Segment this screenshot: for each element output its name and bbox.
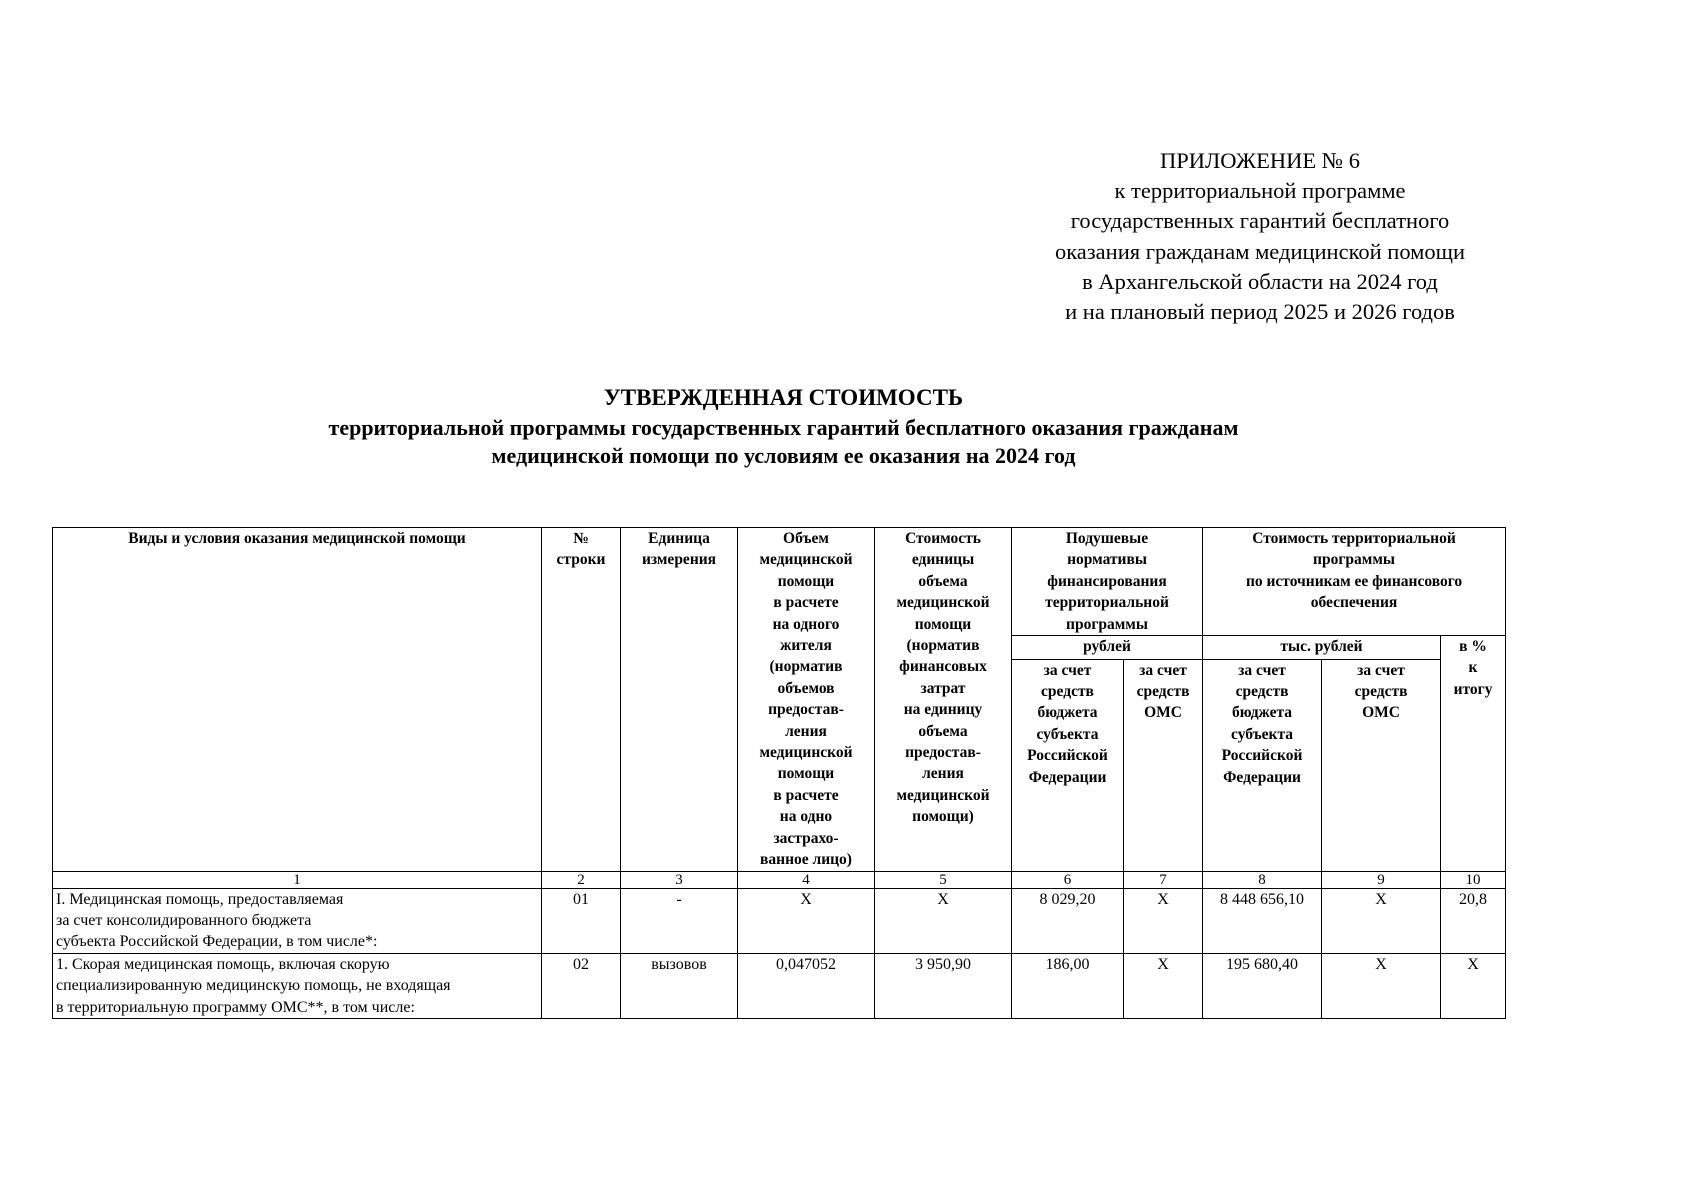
appendix-line: к территориальной программе <box>1114 178 1406 204</box>
header-per-capita: Подушевые нормативы финансирования территориальной программы <box>1012 528 1203 636</box>
column-number: 6 <box>1012 871 1124 888</box>
header-thousand-rubles: тыс. рублей <box>1203 636 1441 659</box>
column-number: 5 <box>875 871 1012 888</box>
column-number: 2 <box>542 871 621 888</box>
header-types: Виды и условия оказания медицинской помощи <box>53 528 542 872</box>
column-number-row <box>53 871 1506 888</box>
appendix-line: государственных гарантий бесплатного <box>1070 208 1450 234</box>
row-number: 01 <box>542 888 621 953</box>
header-per-capita-budget: за счет средств бюджета субъекта Российской Федерации <box>1012 659 1124 871</box>
header-cost-budget: за счет средств бюджета субъекта Российской Федерации <box>1203 659 1322 871</box>
header-cost: Стоимость единицы объема медицинской помощи (норматив финансовых затрат на единицу объема предостав- ления медицинской помощи) <box>875 528 1012 872</box>
row-unit: вызовов <box>621 953 738 1018</box>
row-name: I. Медицинская помощь, предоставляемая за счет консолидированного бюджета субъекта Российской Федерации, в том числе*: <box>53 888 542 953</box>
header-per-capita-oms: за счет средств ОМС <box>1124 659 1203 871</box>
column-number: 7 <box>1124 871 1203 888</box>
header-rubles: рублей <box>1012 636 1203 659</box>
row-unit: - <box>621 888 738 953</box>
row-percent: 20,8 <box>1441 888 1506 953</box>
row-cost: 3 950,90 <box>875 953 1012 1018</box>
row-volume: Х <box>738 888 875 953</box>
row-cost: Х <box>875 888 1012 953</box>
header-volume: Объем медицинской помощи в расчете на одного жителя (норматив объемов предостав- ления медицинской помощи в расчете на одно застрахо- ванное лицо) <box>738 528 875 872</box>
row-percent: Х <box>1441 953 1506 1018</box>
document-title <box>0 382 1567 470</box>
appendix-line: ПРИЛОЖЕНИЕ № 6 <box>1159 148 1361 173</box>
header-program-cost: Стоимость территориальной программы по источникам ее финансового обеспечения <box>1203 528 1506 636</box>
appendix-block <box>1005 146 1515 327</box>
row-name: 1. Скорая медицинская помощь, включая скорую специализированную медицинскую помощь, не входящая в территориальную программу ОМС**, в том числе: <box>53 953 542 1018</box>
row-per-capita-budget: 186,00 <box>1012 953 1124 1018</box>
row-number: 02 <box>542 953 621 1018</box>
row-volume: 0,047052 <box>738 953 875 1018</box>
column-number: 8 <box>1203 871 1322 888</box>
header-row <box>53 528 1506 636</box>
table-row <box>53 953 1506 1018</box>
row-per-capita-oms: Х <box>1124 888 1203 953</box>
title-line: медицинской помощи по условиям ее оказания на 2024 год <box>491 443 1076 468</box>
row-per-capita-budget: 8 029,20 <box>1012 888 1124 953</box>
cost-table <box>52 527 1506 1019</box>
row-per-capita-oms: Х <box>1124 953 1203 1018</box>
row-cost-oms: Х <box>1322 888 1441 953</box>
row-cost-budget: 8 448 656,10 <box>1203 888 1322 953</box>
appendix-line: в Архангельской области на 2024 год <box>1082 268 1438 294</box>
header-cost-oms: за счет средств ОМС <box>1322 659 1441 871</box>
header-unit: Единица измерения <box>621 528 738 872</box>
header-row-no: № строки <box>542 528 621 872</box>
column-number: 4 <box>738 871 875 888</box>
row-cost-oms: Х <box>1322 953 1441 1018</box>
title-line: УТВЕРЖДЕННАЯ СТОИМОСТЬ <box>603 385 964 410</box>
column-number: 10 <box>1441 871 1506 888</box>
title-line: территориальной программы государственных гарантий бесплатного оказания гражданам <box>328 415 1239 440</box>
column-number: 3 <box>621 871 738 888</box>
table-row <box>53 888 1506 953</box>
header-percent: в % к итогу <box>1441 636 1506 871</box>
appendix-line: и на плановый период 2025 и 2026 годов <box>1065 299 1455 325</box>
row-cost-budget: 195 680,40 <box>1203 953 1322 1018</box>
column-number: 1 <box>53 871 542 888</box>
column-number: 9 <box>1322 871 1441 888</box>
appendix-line: оказания гражданам медицинской помощи <box>1054 238 1466 264</box>
